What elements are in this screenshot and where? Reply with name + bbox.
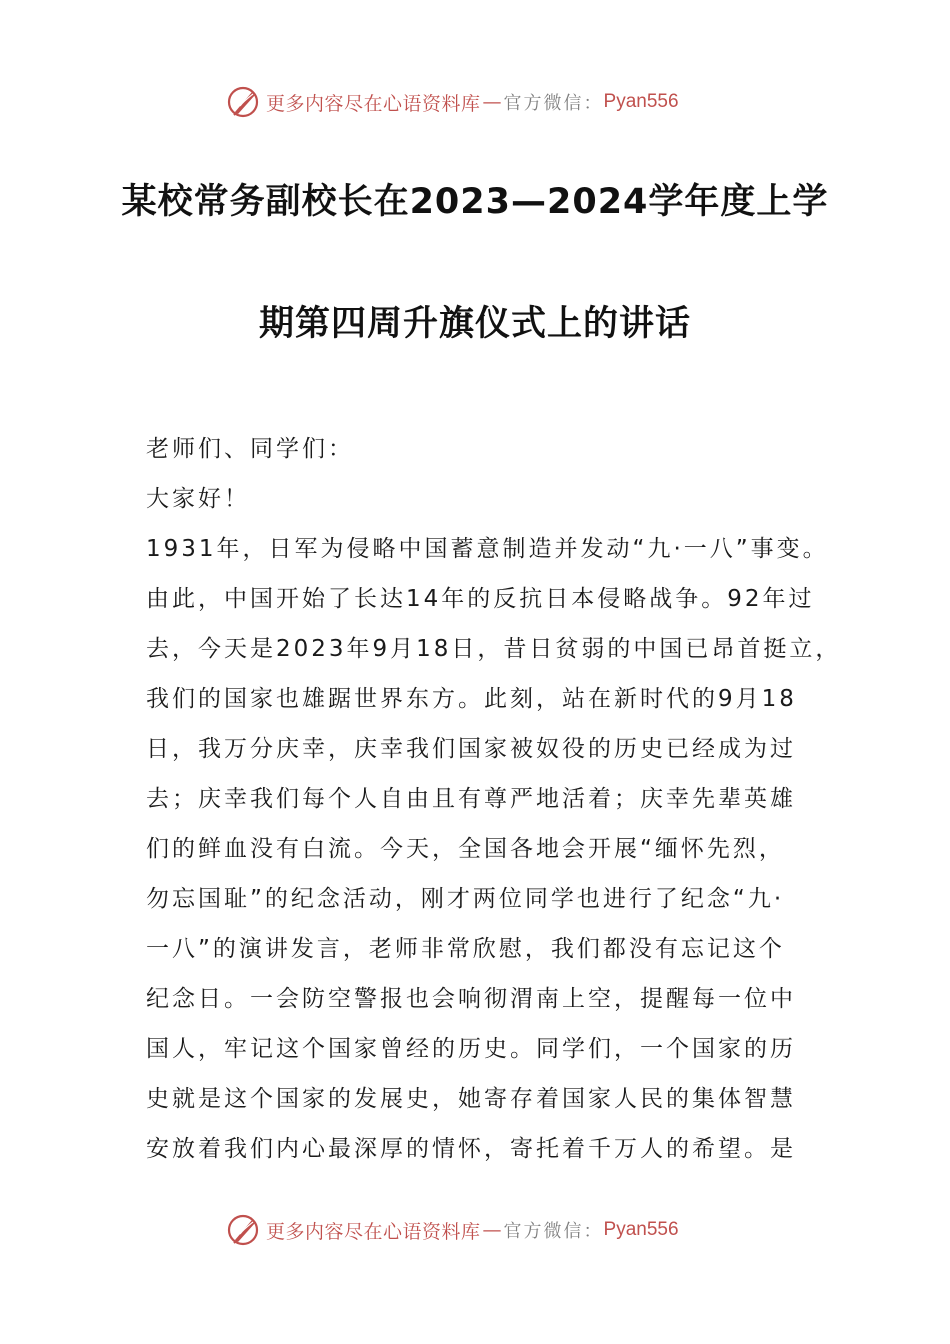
body-line: 日，我万分庆幸，庆幸我们国家被奴役的历史已经成为过 <box>146 736 796 762</box>
quill-logo-icon <box>226 1212 262 1248</box>
footer-banner <box>226 1210 726 1250</box>
body-line: 一八”的演讲发言，老师非常欣慰，我们都没有忘记这个 <box>146 936 785 962</box>
header-banner <box>226 82 726 122</box>
body-line: 老师们、同学们： <box>146 436 354 462</box>
body-line: 去，今天是2023年9月18日，昔日贫弱的中国已昂首挺立， <box>146 636 842 662</box>
body-line: 纪念日。一会防空警报也会响彻渭南上空，提醒每一位中 <box>146 986 796 1012</box>
document-title-line-1: 某校常务副校长在2023—2024学年度上学 <box>121 182 829 222</box>
banner-separator: — <box>482 91 502 113</box>
banner-wechat-id: Pyan556 <box>603 91 679 112</box>
body-line: 史就是这个国家的发展史，她寄存着国家人民的集体智慧 <box>146 1086 796 1112</box>
banner-wechat-id: Pyan556 <box>603 1219 679 1240</box>
banner-separator: — <box>482 1219 502 1241</box>
banner-brand-text: 更多内容尽在心语资料库 <box>266 92 481 115</box>
document-title-line-2: 期第四周升旗仪式上的讲话 <box>258 304 691 344</box>
body-line: 由此，中国开始了长达14年的反抗日本侵略战争。92年过 <box>146 586 815 612</box>
banner-official-label: 官方微信： <box>503 1221 604 1242</box>
body-line: 大家好！ <box>146 486 250 512</box>
quill-logo-icon <box>226 84 262 120</box>
banner-brand-text: 更多内容尽在心语资料库 <box>266 1220 481 1243</box>
body-line: 安放着我们内心最深厚的情怀，寄托着千万人的希望。是 <box>146 1136 796 1162</box>
body-line: 勿忘国耻”的纪念活动，刚才两位同学也进行了纪念“九· <box>146 886 785 912</box>
body-line: 国人，牢记这个国家曾经的历史。同学们，一个国家的历 <box>146 1036 796 1062</box>
banner-official-label: 官方微信： <box>503 93 604 114</box>
body-line: 1931年，日军为侵略中国蓄意制造并发动“九·一八”事变。 <box>146 536 829 562</box>
body-line: 我们的国家也雄踞世界东方。此刻，站在新时代的9月18 <box>146 686 797 712</box>
body-line: 去；庆幸我们每个人自由且有尊严地活着；庆幸先辈英雄 <box>146 786 796 812</box>
body-line: 们的鲜血没有白流。今天，全国各地会开展“缅怀先烈， <box>146 836 785 862</box>
